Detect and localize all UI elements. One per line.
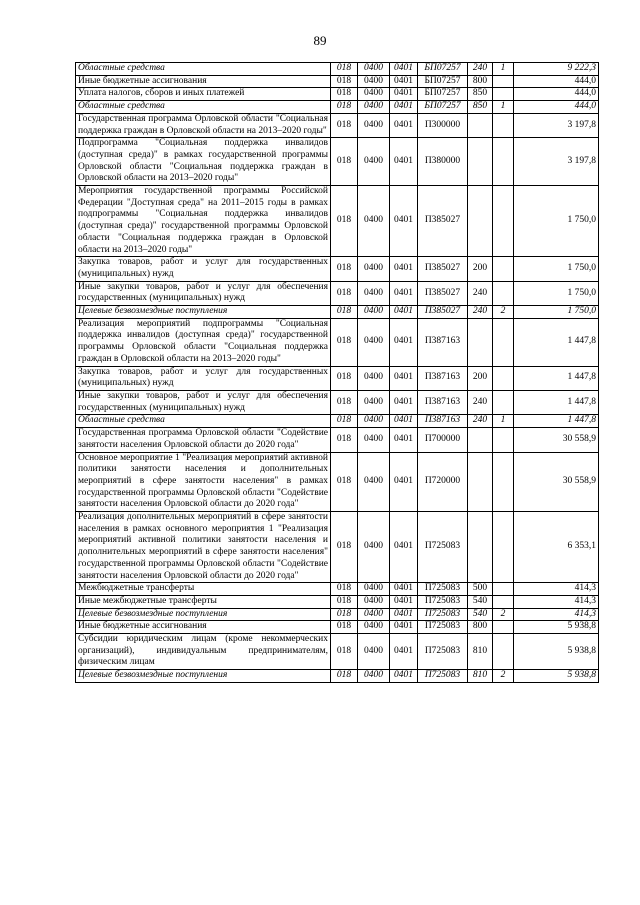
funding-source-cell bbox=[493, 75, 514, 88]
amount-cell: 30 558,9 bbox=[514, 452, 599, 512]
item-name-cell: Иные бюджетные ассигнования bbox=[76, 75, 331, 88]
item-name-cell: Реализация дополнительных мероприятий в сфере занятости населения в рамках основного мероприятия 1 "Реализация мероприятий активной политики занятости населения и дополнительных мероприятий в сфере занятости населения" государственной программы Орловской области "Содействие занятости населения Орловской области до 2020 года" bbox=[76, 512, 331, 583]
grbs-code-cell: 018 bbox=[331, 138, 358, 186]
expense-type-cell: 800 bbox=[468, 621, 493, 634]
grbs-code-cell: 018 bbox=[331, 608, 358, 621]
subsection-code-cell: 0401 bbox=[390, 415, 418, 428]
table-row bbox=[76, 113, 599, 137]
table-row bbox=[76, 257, 599, 281]
expense-type-cell bbox=[468, 186, 493, 257]
item-name-cell: Иные закупки товаров, работ и услуг для обеспечения государственных (муниципальных) нужд bbox=[76, 390, 331, 414]
target-article-cell: П387163 bbox=[418, 318, 468, 366]
table-row bbox=[76, 595, 599, 608]
expense-type-cell: 810 bbox=[468, 634, 493, 670]
funding-source-cell bbox=[493, 138, 514, 186]
amount-cell: 3 197,8 bbox=[514, 138, 599, 186]
amount-cell: 444,0 bbox=[514, 75, 599, 88]
section-code-cell: 0400 bbox=[358, 88, 390, 101]
item-name-cell: Иные межбюджетные трансферты bbox=[76, 595, 331, 608]
expense-type-cell: 240 bbox=[468, 281, 493, 305]
target-article-cell: П385027 bbox=[418, 257, 468, 281]
amount-cell: 9 222,3 bbox=[514, 63, 599, 76]
section-code-cell: 0400 bbox=[358, 257, 390, 281]
subsection-code-cell: 0401 bbox=[390, 88, 418, 101]
grbs-code-cell: 018 bbox=[331, 634, 358, 670]
item-name-cell: Целевые безвозмездные поступления bbox=[76, 608, 331, 621]
table-row bbox=[76, 75, 599, 88]
table-row bbox=[76, 415, 599, 428]
funding-source-cell bbox=[493, 281, 514, 305]
subsection-code-cell: 0401 bbox=[390, 113, 418, 137]
amount-cell: 1 447,8 bbox=[514, 415, 599, 428]
funding-source-cell bbox=[493, 512, 514, 583]
expense-type-cell: 240 bbox=[468, 63, 493, 76]
table-row bbox=[76, 63, 599, 76]
funding-source-cell bbox=[493, 113, 514, 137]
grbs-code-cell: 018 bbox=[331, 306, 358, 319]
expense-type-cell: 240 bbox=[468, 415, 493, 428]
amount-cell: 5 938,8 bbox=[514, 621, 599, 634]
item-name-cell: Иные закупки товаров, работ и услуг для обеспечения государственных (муниципальных) нужд bbox=[76, 281, 331, 305]
expense-type-cell: 810 bbox=[468, 670, 493, 683]
item-name-cell: Целевые безвозмездные поступления bbox=[76, 306, 331, 319]
table-row bbox=[76, 306, 599, 319]
subsection-code-cell: 0401 bbox=[390, 75, 418, 88]
expense-type-cell: 540 bbox=[468, 608, 493, 621]
item-name-cell: Субсидии юридическим лицам (кроме некоммерческих организаций), индивидуальным предпринимателям, физическим лицам bbox=[76, 634, 331, 670]
amount-cell: 1 750,0 bbox=[514, 281, 599, 305]
funding-source-cell: 1 bbox=[493, 101, 514, 114]
table-row bbox=[76, 186, 599, 257]
funding-source-cell: 2 bbox=[493, 608, 514, 621]
subsection-code-cell: 0401 bbox=[390, 186, 418, 257]
subsection-code-cell: 0401 bbox=[390, 63, 418, 76]
subsection-code-cell: 0401 bbox=[390, 257, 418, 281]
item-name-cell: Целевые безвозмездные поступления bbox=[76, 670, 331, 683]
item-name-cell: Подпрограмма "Социальная поддержка инвалидов (доступная среда)" в рамках государственной программы Орловской области "Социальная поддержка граждан в Орловской области на 2013–2020 годы" bbox=[76, 138, 331, 186]
section-code-cell: 0400 bbox=[358, 415, 390, 428]
item-name-cell: Мероприятия государственной программы Российской Федерации "Доступная среда" на 2011–2015 годы в рамках подпрограммы "Социальная поддержка инвалидов (доступная среда)" государственной программы Орловской области "Социальная поддержка граждан в Орловской области на 2013–2020 годы" bbox=[76, 186, 331, 257]
target-article-cell: П387163 bbox=[418, 390, 468, 414]
target-article-cell: П725083 bbox=[418, 621, 468, 634]
amount-cell: 6 353,1 bbox=[514, 512, 599, 583]
table-row bbox=[76, 101, 599, 114]
grbs-code-cell: 018 bbox=[331, 63, 358, 76]
section-code-cell: 0400 bbox=[358, 75, 390, 88]
amount-cell: 1 750,0 bbox=[514, 257, 599, 281]
target-article-cell: П387163 bbox=[418, 366, 468, 390]
section-code-cell: 0400 bbox=[358, 583, 390, 596]
section-code-cell: 0400 bbox=[358, 281, 390, 305]
target-article-cell: П700000 bbox=[418, 428, 468, 452]
expense-type-cell: 800 bbox=[468, 75, 493, 88]
section-code-cell: 0400 bbox=[358, 138, 390, 186]
table-row bbox=[76, 634, 599, 670]
section-code-cell: 0400 bbox=[358, 608, 390, 621]
table-row bbox=[76, 138, 599, 186]
target-article-cell: П725083 bbox=[418, 595, 468, 608]
subsection-code-cell: 0401 bbox=[390, 281, 418, 305]
subsection-code-cell: 0401 bbox=[390, 634, 418, 670]
table-row bbox=[76, 390, 599, 414]
expense-type-cell bbox=[468, 318, 493, 366]
grbs-code-cell: 018 bbox=[331, 186, 358, 257]
grbs-code-cell: 018 bbox=[331, 88, 358, 101]
grbs-code-cell: 018 bbox=[331, 583, 358, 596]
expense-type-cell: 200 bbox=[468, 257, 493, 281]
funding-source-cell bbox=[493, 390, 514, 414]
amount-cell: 444,0 bbox=[514, 88, 599, 101]
subsection-code-cell: 0401 bbox=[390, 452, 418, 512]
subsection-code-cell: 0401 bbox=[390, 428, 418, 452]
grbs-code-cell: 018 bbox=[331, 452, 358, 512]
subsection-code-cell: 0401 bbox=[390, 608, 418, 621]
funding-source-cell bbox=[493, 257, 514, 281]
section-code-cell: 0400 bbox=[358, 452, 390, 512]
target-article-cell: П725083 bbox=[418, 608, 468, 621]
amount-cell: 1 447,8 bbox=[514, 366, 599, 390]
target-article-cell: П300000 bbox=[418, 113, 468, 137]
section-code-cell: 0400 bbox=[358, 621, 390, 634]
subsection-code-cell: 0401 bbox=[390, 138, 418, 186]
amount-cell: 1 447,8 bbox=[514, 318, 599, 366]
funding-source-cell bbox=[493, 88, 514, 101]
target-article-cell: БП07257 bbox=[418, 75, 468, 88]
subsection-code-cell: 0401 bbox=[390, 512, 418, 583]
subsection-code-cell: 0401 bbox=[390, 583, 418, 596]
subsection-code-cell: 0401 bbox=[390, 621, 418, 634]
grbs-code-cell: 018 bbox=[331, 318, 358, 366]
item-name-cell: Межбюджетные трансферты bbox=[76, 583, 331, 596]
funding-source-cell bbox=[493, 186, 514, 257]
funding-source-cell: 1 bbox=[493, 63, 514, 76]
table-row bbox=[76, 318, 599, 366]
expense-type-cell: 500 bbox=[468, 583, 493, 596]
amount-cell: 1 750,0 bbox=[514, 306, 599, 319]
item-name-cell: Уплата налогов, сборов и иных платежей bbox=[76, 88, 331, 101]
section-code-cell: 0400 bbox=[358, 306, 390, 319]
subsection-code-cell: 0401 bbox=[390, 366, 418, 390]
funding-source-cell bbox=[493, 366, 514, 390]
grbs-code-cell: 018 bbox=[331, 390, 358, 414]
item-name-cell: Областные средства bbox=[76, 415, 331, 428]
amount-cell: 444,0 bbox=[514, 101, 599, 114]
subsection-code-cell: 0401 bbox=[390, 670, 418, 683]
budget-table bbox=[75, 62, 599, 683]
table-row bbox=[76, 428, 599, 452]
target-article-cell: П380000 bbox=[418, 138, 468, 186]
funding-source-cell bbox=[493, 595, 514, 608]
expense-type-cell: 850 bbox=[468, 101, 493, 114]
section-code-cell: 0400 bbox=[358, 186, 390, 257]
funding-source-cell bbox=[493, 318, 514, 366]
funding-source-cell: 1 bbox=[493, 415, 514, 428]
section-code-cell: 0400 bbox=[358, 670, 390, 683]
expense-type-cell bbox=[468, 113, 493, 137]
expense-type-cell bbox=[468, 138, 493, 186]
target-article-cell: П387163 bbox=[418, 415, 468, 428]
amount-cell: 1 750,0 bbox=[514, 186, 599, 257]
funding-source-cell bbox=[493, 621, 514, 634]
target-article-cell: П720000 bbox=[418, 452, 468, 512]
amount-cell: 5 938,8 bbox=[514, 634, 599, 670]
grbs-code-cell: 018 bbox=[331, 512, 358, 583]
grbs-code-cell: 018 bbox=[331, 257, 358, 281]
table-row bbox=[76, 621, 599, 634]
table-row bbox=[76, 583, 599, 596]
section-code-cell: 0400 bbox=[358, 634, 390, 670]
item-name-cell: Государственная программа Орловской области "Социальная поддержка граждан в Орловской области на 2013–2020 годы" bbox=[76, 113, 331, 137]
expense-type-cell: 540 bbox=[468, 595, 493, 608]
funding-source-cell bbox=[493, 583, 514, 596]
item-name-cell: Закупка товаров, работ и услуг для государственных (муниципальных) нужд bbox=[76, 366, 331, 390]
grbs-code-cell: 018 bbox=[331, 75, 358, 88]
funding-source-cell bbox=[493, 634, 514, 670]
subsection-code-cell: 0401 bbox=[390, 306, 418, 319]
expense-type-cell: 240 bbox=[468, 306, 493, 319]
target-article-cell: П385027 bbox=[418, 306, 468, 319]
section-code-cell: 0400 bbox=[358, 318, 390, 366]
amount-cell: 5 938,8 bbox=[514, 670, 599, 683]
amount-cell: 30 558,9 bbox=[514, 428, 599, 452]
expense-type-cell bbox=[468, 428, 493, 452]
table-row bbox=[76, 670, 599, 683]
subsection-code-cell: 0401 bbox=[390, 595, 418, 608]
section-code-cell: 0400 bbox=[358, 63, 390, 76]
target-article-cell: П725083 bbox=[418, 670, 468, 683]
amount-cell: 414,3 bbox=[514, 608, 599, 621]
grbs-code-cell: 018 bbox=[331, 670, 358, 683]
grbs-code-cell: 018 bbox=[331, 113, 358, 137]
target-article-cell: П385027 bbox=[418, 186, 468, 257]
item-name-cell: Реализация мероприятий подпрограммы "Социальная поддержка инвалидов (доступная среда)" государственной программы Орловской области "Социальная поддержка граждан в Орловской области на 2013–2020 годы" bbox=[76, 318, 331, 366]
funding-source-cell bbox=[493, 428, 514, 452]
target-article-cell: БП07257 bbox=[418, 88, 468, 101]
amount-cell: 1 447,8 bbox=[514, 390, 599, 414]
item-name-cell: Государственная программа Орловской области "Содействие занятости населения Орловской области до 2020 года" bbox=[76, 428, 331, 452]
item-name-cell: Областные средства bbox=[76, 101, 331, 114]
amount-cell: 414,3 bbox=[514, 595, 599, 608]
expense-type-cell: 200 bbox=[468, 366, 493, 390]
table-row bbox=[76, 452, 599, 512]
item-name-cell: Областные средства bbox=[76, 63, 331, 76]
funding-source-cell bbox=[493, 452, 514, 512]
target-article-cell: П725083 bbox=[418, 583, 468, 596]
subsection-code-cell: 0401 bbox=[390, 101, 418, 114]
target-article-cell: П725083 bbox=[418, 512, 468, 583]
expense-type-cell bbox=[468, 512, 493, 583]
target-article-cell: БП07257 bbox=[418, 101, 468, 114]
section-code-cell: 0400 bbox=[358, 366, 390, 390]
subsection-code-cell: 0401 bbox=[390, 318, 418, 366]
grbs-code-cell: 018 bbox=[331, 428, 358, 452]
item-name-cell: Основное мероприятие 1 "Реализация мероприятий активной политики занятости населения и дополнительных мероприятий в сфере занятости населения" в рамках государственной программы Орловской области "Содействие занятости населения Орловской области до 2020 года" bbox=[76, 452, 331, 512]
item-name-cell: Закупка товаров, работ и услуг для государственных (муниципальных) нужд bbox=[76, 257, 331, 281]
target-article-cell: П385027 bbox=[418, 281, 468, 305]
section-code-cell: 0400 bbox=[358, 428, 390, 452]
grbs-code-cell: 018 bbox=[331, 621, 358, 634]
amount-cell: 3 197,8 bbox=[514, 113, 599, 137]
table-body bbox=[76, 63, 599, 683]
grbs-code-cell: 018 bbox=[331, 415, 358, 428]
page-number: 89 bbox=[313, 33, 327, 48]
funding-source-cell: 2 bbox=[493, 670, 514, 683]
expense-type-cell: 850 bbox=[468, 88, 493, 101]
grbs-code-cell: 018 bbox=[331, 366, 358, 390]
funding-source-cell: 2 bbox=[493, 306, 514, 319]
section-code-cell: 0400 bbox=[358, 595, 390, 608]
target-article-cell: П725083 bbox=[418, 634, 468, 670]
table-row bbox=[76, 608, 599, 621]
section-code-cell: 0400 bbox=[358, 101, 390, 114]
grbs-code-cell: 018 bbox=[331, 281, 358, 305]
grbs-code-cell: 018 bbox=[331, 595, 358, 608]
subsection-code-cell: 0401 bbox=[390, 390, 418, 414]
table-row bbox=[76, 281, 599, 305]
item-name-cell: Иные бюджетные ассигнования bbox=[76, 621, 331, 634]
table-row bbox=[76, 512, 599, 583]
table-row bbox=[76, 88, 599, 101]
section-code-cell: 0400 bbox=[358, 512, 390, 583]
section-code-cell: 0400 bbox=[358, 390, 390, 414]
amount-cell: 414,3 bbox=[514, 583, 599, 596]
grbs-code-cell: 018 bbox=[331, 101, 358, 114]
table-row bbox=[76, 366, 599, 390]
expense-type-cell: 240 bbox=[468, 390, 493, 414]
expense-type-cell bbox=[468, 452, 493, 512]
section-code-cell: 0400 bbox=[358, 113, 390, 137]
target-article-cell: БП07257 bbox=[418, 63, 468, 76]
